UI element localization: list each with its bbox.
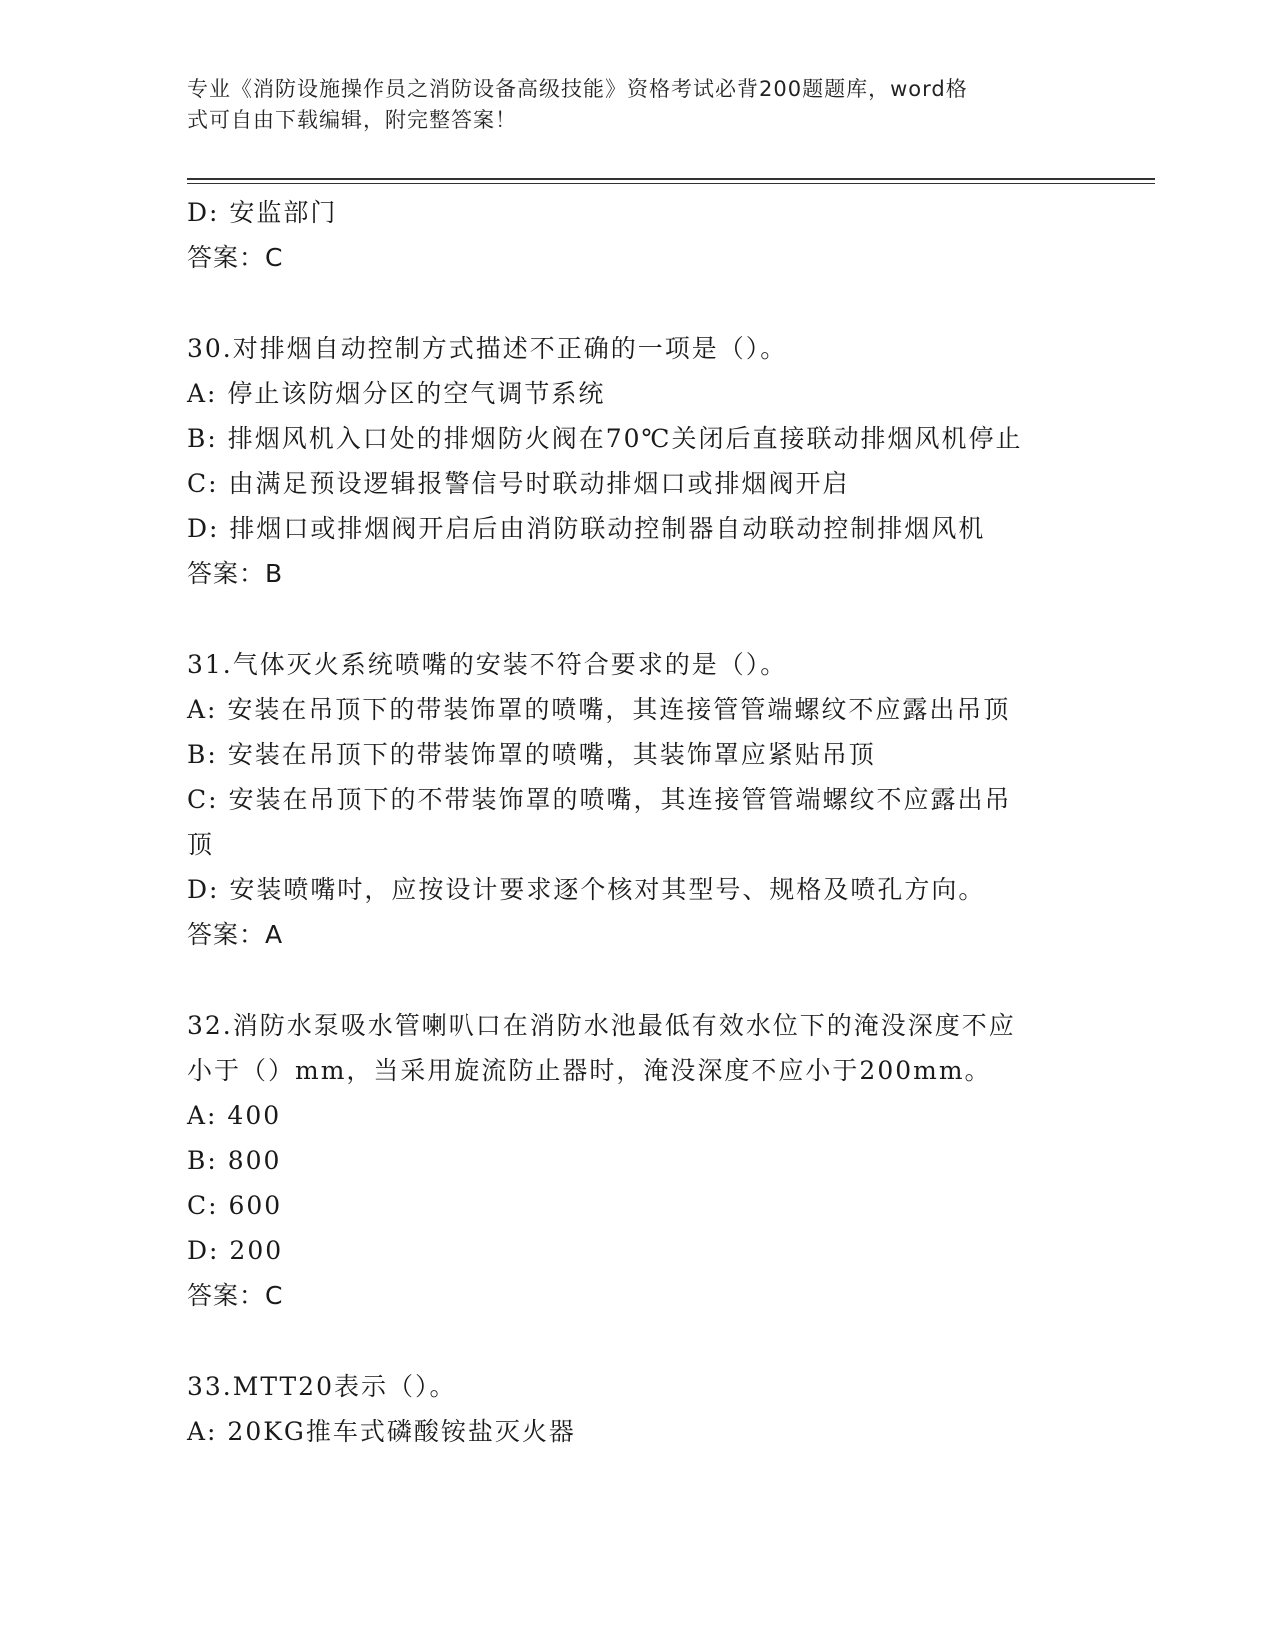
header-rule-thin <box>187 183 1155 184</box>
option-b: B: 800 <box>187 1146 282 1175</box>
header-rule-thick <box>187 178 1155 180</box>
question-stem-line-1: 32.消防水泵吸水管喇叭口在消防水池最低有效水位下的淹没深度不应 <box>187 1011 1016 1040</box>
question-30 <box>187 326 1087 596</box>
spacer <box>187 596 1087 642</box>
option-d: D: 200 <box>187 1236 284 1265</box>
document-header <box>187 74 1067 136</box>
option-c: C: 由满足预设逻辑报警信号时联动排烟口或排烟阀开启 <box>187 469 850 498</box>
question-31 <box>187 642 1087 957</box>
header-line-2: 式可自由下载编辑，附完整答案！ <box>187 108 517 132</box>
option-a: A: 20KG推车式磷酸铵盐灭火器 <box>187 1417 576 1446</box>
option-d: D: 安装喷嘴吋，应按设计要求逐个核对其型号、规格及喷孔方向。 <box>187 875 986 904</box>
answer-line: 答案：C <box>187 1281 284 1310</box>
question-29-tail <box>187 190 1087 280</box>
question-stem: 31.气体灭火系统喷嘴的安装不符合要求的是（）。 <box>187 650 788 679</box>
option-a: A: 停止该防烟分区的空气调节系统 <box>187 379 606 408</box>
answer-line: 答案：C <box>187 243 284 272</box>
option-d: D: 安监部门 <box>187 198 338 227</box>
option-c: C: 600 <box>187 1191 283 1220</box>
option-b: B: 安装在吊顶下的带装饰罩的喷嘴，其装饰罩应紧贴吊顶 <box>187 740 876 769</box>
option-a: A: 400 <box>187 1101 282 1130</box>
question-33 <box>187 1364 1087 1454</box>
option-d: D: 排烟口或排烟阀开启后由消防联动控制器自动联动控制排烟风机 <box>187 514 986 543</box>
option-a: A: 安装在吊顶下的带装饰罩的喷嘴，其连接管管端螺纹不应露出吊顶 <box>187 695 1011 724</box>
header-line-1: 专业《消防设施操作员之消防设备高级技能》资格考试必背200题题库，word格 <box>187 77 968 101</box>
question-32 <box>187 1003 1087 1318</box>
option-b: B: 排烟风机入口处的排烟防火阀在70℃关闭后直接联动排烟风机停止 <box>187 424 1023 453</box>
answer-line: 答案：B <box>187 559 284 588</box>
spacer <box>187 957 1087 1003</box>
question-stem-line-2: 小于（）mm，当采用旋流防止器时，淹没深度不应小于200mm。 <box>187 1056 992 1085</box>
question-list <box>187 190 1087 1454</box>
spacer <box>187 1318 1087 1364</box>
question-stem: 33.MTT20表示（）。 <box>187 1372 457 1401</box>
option-c-line-1: C: 安装在吊顶下的不带装饰罩的喷嘴，其连接管管端螺纹不应露出吊 <box>187 785 1012 814</box>
answer-line: 答案：A <box>187 920 284 949</box>
option-c-line-2: 顶 <box>187 830 215 859</box>
spacer <box>187 280 1087 326</box>
question-stem: 30.对排烟自动控制方式描述不正确的一项是（）。 <box>187 334 788 363</box>
